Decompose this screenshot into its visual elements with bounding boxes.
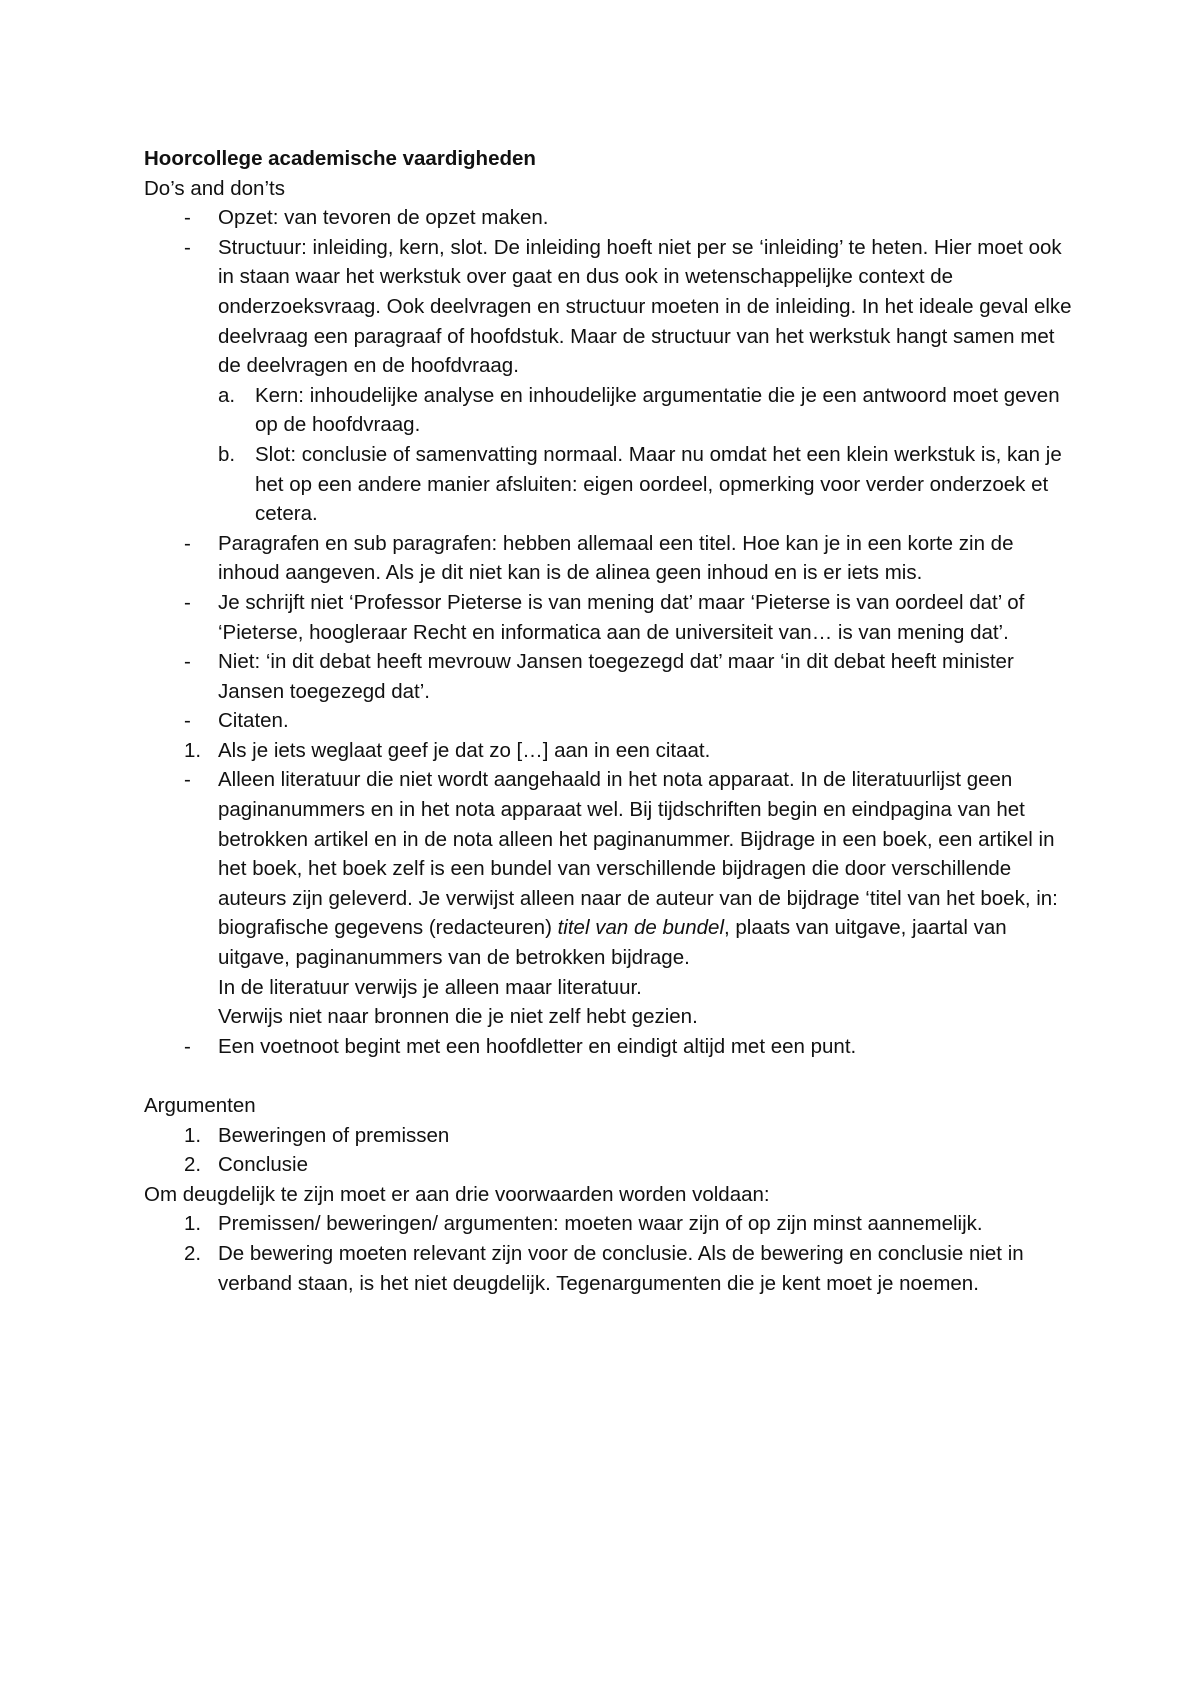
- list-item: [144, 233, 1074, 381]
- list-item-text-continued: , plaats van uitgave, jaartal van uitgave, paginanummers van de betrokken bijdrage.: [218, 916, 1007, 970]
- numbered-item: [144, 1121, 1074, 1151]
- sub-list-text: Als je iets weglaat geef je dat zo […] aan in een citaat.: [218, 738, 711, 762]
- sub-list-text: Kern: inhoudelijke analyse en inhoudelijke argumentatie die je een antwoord moet geven op de hoofdvraag.: [255, 383, 1060, 437]
- italic-book-title: titel van de bundel: [557, 916, 725, 940]
- dash-bullet: -: [184, 768, 191, 792]
- list-item-text: Structuur: inleiding, kern, slot. De inleiding hoeft niet per se ‘inleiding’ te heten. Hier moet ook in staan waar het werkstuk over gaat en dus ook in wetenschappelijke context de onderzoeksvraag. Ook deelvragen en structuur moeten in de inleiding. In het ideale geval elke deelvraag een paragraaf of hoofdstuk. Maar de structuur van het werkstuk hangt samen met de deelvragen en de hoofdvraag.: [218, 235, 1072, 378]
- list-item-text: Opzet: van tevoren de opzet maken.: [218, 206, 549, 230]
- dash-bullet: -: [184, 650, 191, 674]
- list-item-text: Alleen literatuur die niet wordt aangehaald in het nota apparaat. In de literatuurlijst geen paginanummers en in het nota apparaat wel. Bij tijdschriften begin en eindpagina van het betrokken artikel en in de nota alleen het paginanummer. Bijdrage in een boek, een artikel in het boek, het boek zelf is een bundel van verschillende bijdragen die door verschillende auteurs zijn geleverd. Je verwijst alleen naar de auteur van de bijdrage ‘titel van het boek, in: biografische gegevens (redacteuren): [218, 768, 1058, 940]
- sub-list-item: [144, 440, 1074, 529]
- number-marker: 1.: [184, 1212, 202, 1236]
- paragraph: Om deugdelijk te zijn moet er aan drie voorwaarden worden voldaan:: [144, 1182, 770, 1206]
- blank-line: [144, 1061, 1074, 1091]
- list-item: [144, 529, 1074, 588]
- number-marker: 1.: [184, 1123, 202, 1147]
- sub-list-marker: a.: [218, 383, 236, 407]
- numbered-item-text: De bewering moeten relevant zijn voor de conclusie. Als de bewering en conclusie niet in verband staan, is het niet deugdelijk. Tegenargumenten die je kent moet je noemen.: [218, 1241, 1024, 1295]
- list-item: [144, 203, 1074, 233]
- numbered-item-text: Premissen/ beweringen/ argumenten: moeten waar zijn of op zijn minst aannemelijk.: [218, 1212, 983, 1236]
- list-item: [144, 765, 1074, 972]
- dash-bullet: -: [184, 235, 191, 259]
- list-item-continuation: In de literatuur verwijs je alleen maar literatuur.: [218, 975, 642, 999]
- sub-list-item: [144, 736, 1074, 766]
- list-item-text: Niet: ‘in dit debat heeft mevrouw Jansen toegezegd dat’ maar ‘in dit debat heeft minister Jansen toegezegd dat’.: [218, 650, 1014, 703]
- list-item: [144, 647, 1074, 706]
- list-item-text: Een voetnoot begint met een hoofdletter en eindigt altijd met een punt.: [218, 1034, 857, 1058]
- dash-bullet: -: [184, 590, 191, 614]
- document-title: Hoorcollege academische vaardigheden: [144, 147, 536, 170]
- numbered-item: [144, 1209, 1074, 1239]
- dash-bullet: -: [184, 709, 191, 733]
- section-heading-argumenten: Argumenten: [144, 1094, 256, 1117]
- list-item: [144, 706, 1074, 736]
- list-item: [144, 588, 1074, 647]
- list-item-text: Paragrafen en sub paragrafen: hebben allemaal een titel. Hoe kan je in een korte zin de inhoud aangeven. Als je dit niet kan is de alinea geen inhoud en is er iets mis.: [218, 531, 1014, 585]
- list-item-text: Je schrijft niet ‘Professor Pieterse is van mening dat’ maar ‘Pieterse is van oordeel dat’ of ‘Pieterse, hoogleraar Recht en informatica aan de universiteit van… is van mening dat’.: [218, 590, 1025, 644]
- list-item: [144, 1032, 1074, 1062]
- numbered-item-text: Conclusie: [218, 1153, 309, 1177]
- sub-list-marker: 1.: [184, 738, 202, 762]
- number-marker: 2.: [184, 1241, 202, 1265]
- document-body: [144, 144, 1074, 1298]
- section-heading-dos-donts: Do’s and don’ts: [144, 176, 285, 200]
- sub-list-text: Slot: conclusie of samenvatting normaal. Maar nu omdat het een klein werkstuk is, kan je het op een andere manier afsluiten: eigen oordeel, opmerking voor verder onderzoek et cetera.: [255, 442, 1062, 526]
- list-item-text: Citaten.: [218, 709, 289, 733]
- number-marker: 2.: [184, 1153, 202, 1177]
- dash-bullet: -: [184, 206, 191, 230]
- sub-list-item: [144, 381, 1074, 440]
- numbered-item: [144, 1239, 1074, 1298]
- numbered-item: [144, 1150, 1074, 1180]
- numbered-item-text: Beweringen of premissen: [218, 1123, 450, 1147]
- dash-bullet: -: [184, 531, 191, 555]
- dash-bullet: -: [184, 1034, 191, 1058]
- list-item-continuation: Verwijs niet naar bronnen die je niet zelf hebt gezien.: [218, 1005, 698, 1029]
- sub-list-marker: b.: [218, 442, 236, 466]
